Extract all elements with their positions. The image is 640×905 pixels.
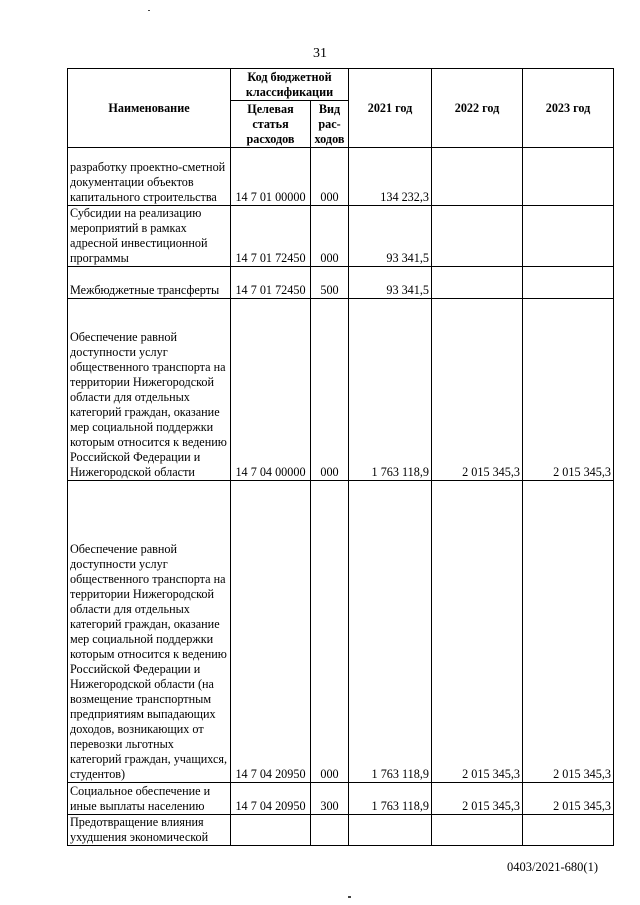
- row-value-2023: 2 015 345,3: [523, 299, 614, 481]
- table-row: [68, 206, 614, 267]
- row-value-2022: [432, 815, 523, 846]
- row-code: 14 7 01 72450: [231, 267, 311, 299]
- row-code: [231, 815, 311, 846]
- row-code: 14 7 01 72450: [231, 206, 311, 267]
- row-kind: 000: [311, 148, 349, 206]
- row-value-2021: 134 232,3: [349, 148, 432, 206]
- header-code-group: Код бюджетной классификации: [231, 69, 349, 101]
- row-name: Социальное обеспечение и иные выплаты населению: [68, 783, 231, 815]
- row-name: Межбюджетные трансферты: [68, 267, 231, 299]
- row-value-2021: 1 763 118,9: [349, 481, 432, 783]
- header-year-2022: 2022 год: [432, 69, 523, 148]
- row-value-2023: 2 015 345,3: [523, 481, 614, 783]
- table-row: [68, 267, 614, 299]
- row-name: Обеспечение равной доступности услуг общественного транспорта на территории Нижегородской области для отдельных категорий граждан, оказание мер социальной поддержки которым относится к ведению Российской Федерации и Нижегородской области: [68, 299, 231, 481]
- row-code: 14 7 04 20950: [231, 783, 311, 815]
- row-value-2021: 93 341,5: [349, 206, 432, 267]
- row-kind: 000: [311, 299, 349, 481]
- row-value-2022: [432, 267, 523, 299]
- row-value-2022: 2 015 345,3: [432, 299, 523, 481]
- row-value-2023: 2 015 345,3: [523, 783, 614, 815]
- row-name: Обеспечение равной доступности услуг общественного транспорта на территории Нижегородской области для отдельных категорий граждан, оказание мер социальной поддержки которым относится к ведению Российской Федерации и Нижегородской области (на возмещение транспортным предприятиям выпадающих доходов, возникающих от перевозки льготных категорий граждан, учащихся, студентов): [68, 481, 231, 783]
- row-value-2021: [349, 815, 432, 846]
- row-value-2021: 93 341,5: [349, 267, 432, 299]
- document-id: 0403/2021-680(1): [507, 860, 598, 874]
- row-value-2022: 2 015 345,3: [432, 783, 523, 815]
- page-number: 31: [313, 46, 327, 61]
- header-expense-kind: Вид рас-ходов: [311, 101, 349, 148]
- row-value-2021: 1 763 118,9: [349, 299, 432, 481]
- row-value-2022: [432, 206, 523, 267]
- row-value-2022: 2 015 345,3: [432, 481, 523, 783]
- header-target-article: Целевая статья расходов: [231, 101, 311, 148]
- table-row: [68, 299, 614, 481]
- row-kind: [311, 815, 349, 846]
- row-value-2023: [523, 815, 614, 846]
- header-year-2021: 2021 год: [349, 69, 432, 148]
- row-value-2023: [523, 148, 614, 206]
- row-kind: 000: [311, 206, 349, 267]
- row-name: Субсидии на реализацию мероприятий в рамках адресной инвестиционной программы: [68, 206, 231, 267]
- row-kind: 300: [311, 783, 349, 815]
- row-value-2023: [523, 267, 614, 299]
- table-row: [68, 148, 614, 206]
- row-code: 14 7 04 00000: [231, 299, 311, 481]
- scan-speck: [348, 896, 351, 898]
- row-value-2023: [523, 206, 614, 267]
- scan-speck: [148, 10, 150, 11]
- row-code: 14 7 01 00000: [231, 148, 311, 206]
- row-name: разработку проектно-сметной документации объектов капитального строительства: [68, 148, 231, 206]
- table-row: [68, 815, 614, 846]
- header-year-2023: 2023 год: [523, 69, 614, 148]
- row-name: Предотвращение влияния ухудшения экономической: [68, 815, 231, 846]
- row-value-2021: 1 763 118,9: [349, 783, 432, 815]
- row-kind: 500: [311, 267, 349, 299]
- budget-table: [67, 68, 614, 846]
- row-value-2022: [432, 148, 523, 206]
- header-name: Наименование: [68, 69, 231, 148]
- table-row: [68, 481, 614, 783]
- row-code: 14 7 04 20950: [231, 481, 311, 783]
- row-kind: 000: [311, 481, 349, 783]
- table-header: [68, 69, 614, 148]
- table-row: [68, 783, 614, 815]
